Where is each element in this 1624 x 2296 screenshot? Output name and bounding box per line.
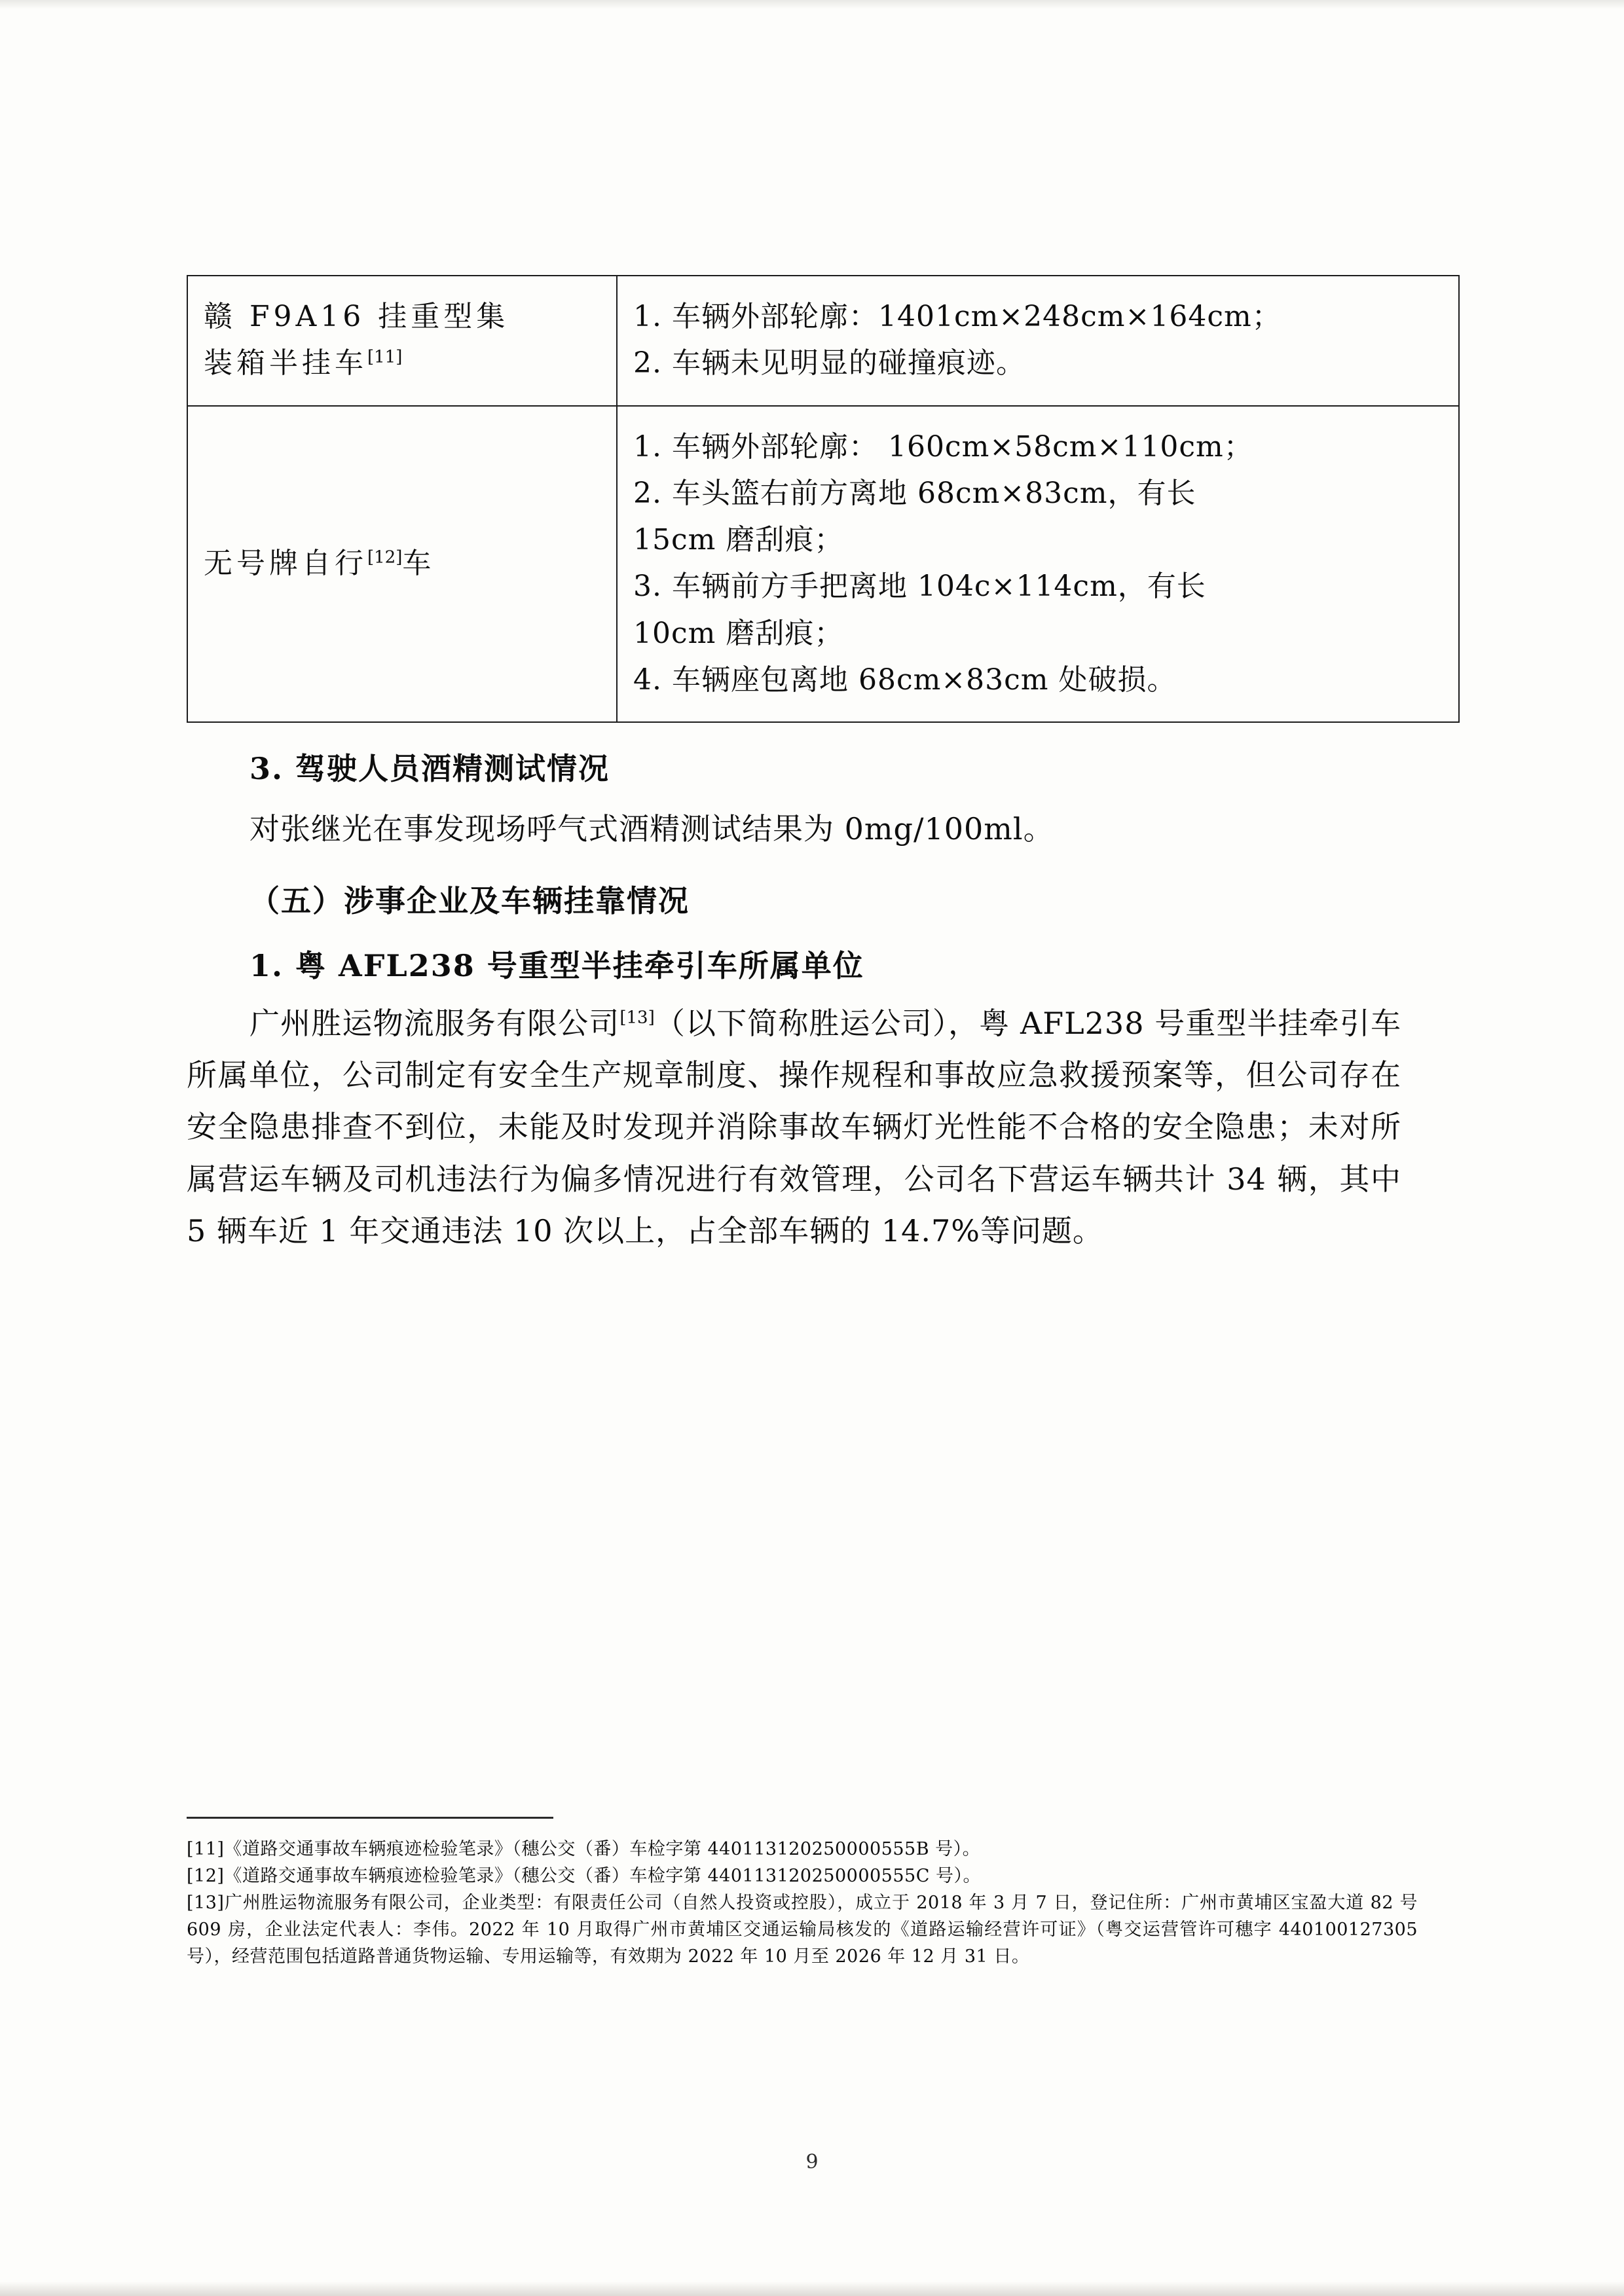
detail-line: 15cm 磨刮痕； bbox=[633, 523, 844, 557]
vehicle-label-line-1 bbox=[204, 540, 603, 587]
footnote-11: [11]《道路交通事故车辆痕迹检验笔录》（穗公交（番）车检字第 440113120250000555B 号）。 bbox=[187, 1839, 981, 1859]
vehicle-label-prefix: 无号牌自行 bbox=[204, 546, 367, 580]
page-number: 9 bbox=[805, 2151, 819, 2174]
footnote-area bbox=[187, 1817, 1418, 1970]
heading-enterprise-affiliation: （五）涉事企业及车辆挂靠情况 bbox=[249, 883, 690, 919]
scan-edge-top bbox=[0, 0, 1624, 9]
detail-line: 1. 车辆外部轮廓： 160cm×58cm×110cm； bbox=[633, 429, 1253, 464]
vehicle-label-suffix: 车 bbox=[402, 546, 435, 580]
detail-line: 3. 车辆前方手把离地 104c×114cm，有长 bbox=[633, 570, 1206, 604]
heading-alcohol-test: 3. 驾驶人员酒精测试情况 bbox=[249, 751, 610, 787]
detail-line: 2. 车辆未见明显的碰撞痕迹。 bbox=[633, 346, 1025, 380]
vehicle-label-text: 装箱半挂车 bbox=[204, 346, 367, 380]
paragraph-alcohol-result: 对张继光在事发现场呼气式酒精测试结果为 0mg/100ml。 bbox=[249, 811, 1054, 847]
vehicle-inspection-table bbox=[187, 275, 1460, 723]
footnote-12: [12]《道路交通事故车辆痕迹检验笔录》（穗公交（番）车检字第 440113120250000555C 号）。 bbox=[187, 1866, 981, 1887]
detail-line: 1. 车辆外部轮廓：1401cm×248cm×164cm； bbox=[633, 300, 1282, 333]
footnote-separator-rule bbox=[187, 1817, 553, 1819]
footnote-marker-11: [11] bbox=[367, 347, 403, 367]
scan-edge-bottom bbox=[0, 2282, 1624, 2296]
table-cell-vehicle-detail bbox=[617, 276, 1459, 406]
detail-line: 4. 车辆座包离地 68cm×83cm 处破损。 bbox=[633, 663, 1177, 697]
table-cell-vehicle-label bbox=[187, 276, 617, 406]
footnote-marker-13: [13] bbox=[619, 1008, 655, 1028]
table-row bbox=[187, 406, 1459, 723]
table-cell-vehicle-label bbox=[187, 406, 617, 723]
footnote-marker-12: [12] bbox=[367, 547, 403, 568]
detail-line: 10cm 磨刮痕； bbox=[633, 616, 844, 650]
heading-tractor-owner-unit: 1. 粤 AFL238 号重型半挂牵引车所属单位 bbox=[249, 948, 864, 984]
vehicle-label-line-1: 赣 F9A16 挂重型集 bbox=[204, 300, 509, 333]
paragraph-company-details bbox=[187, 998, 1401, 1257]
detail-line: 2. 车头篮右前方离地 68cm×83cm，有长 bbox=[633, 476, 1196, 510]
company-description: （以下简称胜运公司），粤 AFL238 号重型半挂牵引车所属单位，公司制定有安全生产规章制度、操作规程和事故应急救援预案等，但公司存在安全隐患排查不到位，未能及时发现并消除事故车辆灯光性能不合格的安全隐患；未对所属营运车辆及司机违法行为偏多情况进行有效管理，公司名下营运车辆共计 34 辆，其中 5 辆车近 1 年交通违法 10 次以上，占全部车辆的 14.7%等问题。 bbox=[187, 1006, 1401, 1248]
footnote-13: [13]广州胜运物流服务有限公司，企业类型：有限责任公司（自然人投资或控股），成立于 2018 年 3 月 7 日，登记住所：广州市黄埔区宝盈大道 82 号 609 房，企业法定代表人：李伟。2022 年 10 月取得广州市黄埔区交通运输局核发的《道路运输经营许可证》（粤交运营管许可穗字 440100127305 号），经营范围包括道路普通货物运输、专用运输等，有效期为 2022 年 10 月至 2026 年 12 月 31 日。 bbox=[187, 1893, 1418, 1967]
table-row bbox=[187, 276, 1459, 406]
company-name: 广州胜运物流服务有限公司 bbox=[249, 1006, 620, 1042]
table-cell-vehicle-detail bbox=[617, 406, 1459, 723]
vehicle-label-line-2 bbox=[204, 340, 603, 386]
page-content bbox=[187, 275, 1401, 1257]
